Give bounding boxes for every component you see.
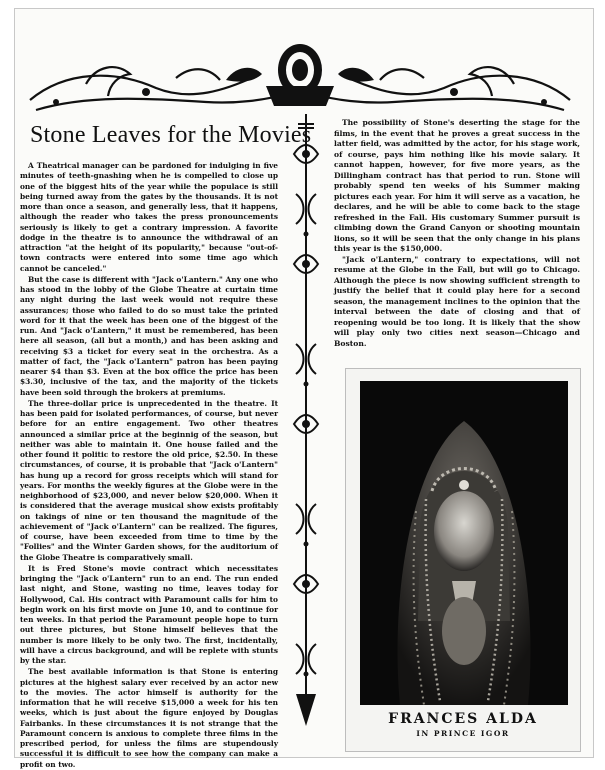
article-paragraph: The three-dollar price is unprecedented in the theatre. It has been paid for isolated performances, of course, but never before for an entire engagement. Two other theatres announced a similar price at the beginnig of the season, but neither was able to maintain it. One house failed and the other found it politic to restore the old price, $2.50. In these circumstances, of course, it is probable that "Jack o'Lantern" has hung up a record for gross receipts which will stand for years. For months the weekly figures at the Globe were in the neighborhood of $23,000, and never below $20,000. When it is considered that the average musical show exists profitably on takings of nine or ten thousand the magnitude of the achievement of "Jack o'Lantern" can be realized. The figures, of course, have been exceeded from time to time by the "Follies" and the Winter Garden shows, for the auditorium of the Globe Theatre is comparatively small. bbox=[20, 398, 278, 562]
right-article-column bbox=[334, 118, 580, 349]
article-paragraph: A Theatrical manager can be pardoned for indulging in five minutes of teeth-gnashing when he is compelled to close up one of the biggest hits of the year while the populace is still being turned away from the gates by the thousands. It is not more than once a season, and generally less, that it happens, although the reader who takes the press pronouncements seriously is likely to get a contrary impression. A favorite dodge in the theatre is to announce the withdrawal of an attraction "at the height of its popularity," because "out-of-town contracts were entered into some time ago which cannot be canceled." bbox=[20, 161, 278, 273]
decorative-header-ornament bbox=[26, 40, 574, 118]
photo-frame bbox=[345, 368, 581, 752]
article-paragraph: But the case is different with "Jack o'Lantern." Any one who has stood in the lobby of the Globe Theatre at curtain time any night during the last week would not require these assurances; those who failed to do so must take the printed word for it that the week has been one of the biggest of the run. And "Jack o'Lantern," it must be remembered, has been here all season, (all but a month,) and has been asking and receiving $3 a ticket for every seat in the orchestra. As a matter of fact, the "Jack o'Lantern" patron has been paying nearer $4 than $3. Even at the box office the price has been $3.30, inclusive of the tax, and the majority of the tickets have been sold through the brokers at premiums. bbox=[20, 274, 278, 397]
article-body bbox=[20, 161, 278, 770]
portrait-photo bbox=[360, 381, 568, 705]
article-paragraph: "Jack o'Lantern," contrary to expectations, will not resume at the Globe in the Fall, but will go to Chicago. Although the piece is now showing sufficient strength to justify the belief that it could play here for a second season, the management inclines to the opinion that the interval between the date of closing and that of reopening would be too long. It is likely that the show will play only two cities next season—Chicago and Boston. bbox=[334, 254, 580, 348]
caption-name: FRANCES ALDA bbox=[388, 711, 538, 727]
portrait-illustration bbox=[360, 381, 568, 705]
photo-caption bbox=[346, 711, 580, 738]
article-paragraph: The possibility of Stone's deserting the stage for the films, in the event that he proves a great success in the latter field, was admitted by the actor, for his stage work, of course, pays him nothing like his movie salary. It cannot happen, however, for five more years, as the Dillingham contract has that period to run. Stone will probably spend ten weeks of his Summer making pictures each year. For him it will serve as a vacation, he declares, and he will be able to come back to the stage refreshed in the Fall. His customary Summer pursuit is climbing down the Grand Canyon or shooting mountain lions, so it will be seen that the only change in his plans this year is the $150,000. bbox=[334, 118, 580, 253]
vertical-ornamental-divider bbox=[288, 114, 324, 730]
left-article-column bbox=[20, 118, 312, 769]
headline: Stone Leaves for the Movies bbox=[30, 122, 312, 148]
article-paragraph: The best available information is that Stone is entering pictures at the highest salary ever received by an actor new to the movies. The actor himself is authority for the information that he will receive $15,000 a week for his ten weeks, which is just about the figure enjoyed by Douglas Fairbanks. In these circumstances it is not strange that the Paramount concern is anxious to complete three films in the prescribed period, for unless the films are stupendously successful it is difficult to see how the company can make a profit on two. bbox=[20, 667, 278, 769]
article-paragraph: It is Fred Stone's movie contract which necessitates bringing the "Jack o'Lantern" run to an end. The run ended last night, and Stone, wasting no time, leaves today for Hollywood, Cal. His contract with Paramount calls for him to begin work on his first movie on June 10, and to continue for ten weeks. In that period the Paramount people hope to turn out three pictures, but Stone himself believes that the number is more likely to be only two. The first, incidentally, will have a circus background, and will be replete with stunts by the star. bbox=[20, 563, 278, 665]
caption-subtitle: IN PRINCE IGOR bbox=[416, 729, 510, 738]
